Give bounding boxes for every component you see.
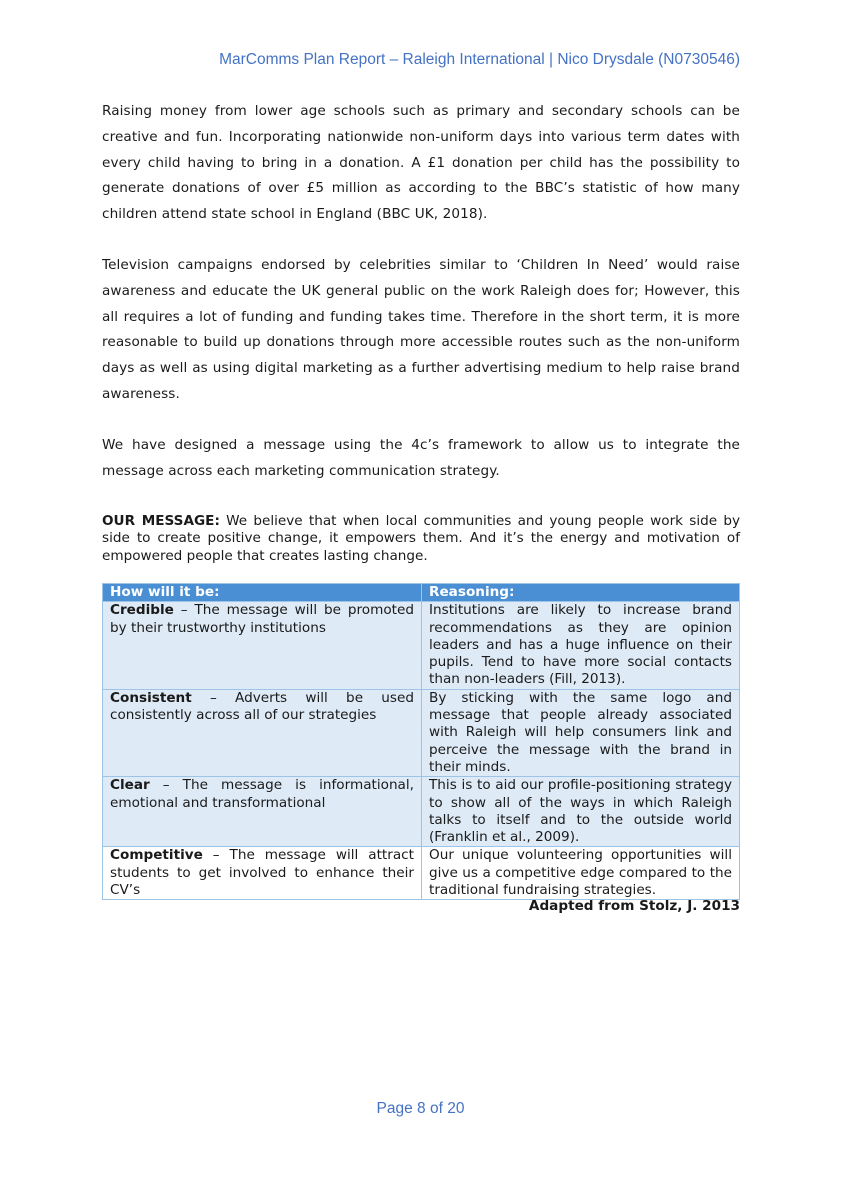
term-description: – The message is informational, emotional and transformational (110, 777, 414, 811)
our-message-label: OUR MESSAGE: (102, 513, 220, 529)
paragraph-television-campaigns: Television campaigns endorsed by celebrities similar to ‘Children In Need’ would raise awareness and educate the UK general public on the work Raleigh does for; However, this all requires a lot of funding and funding takes time. Therefore in the short term, it is more reasonable to build up donations through more accessible routes such as the non-uniform days as well as using digital marketing as a further advertising medium to help raise brand awareness. (102, 257, 740, 402)
column-header-reasoning: Reasoning: (422, 584, 740, 602)
term-consistent: Consistent (110, 689, 192, 706)
term-description: – Adverts will be used consistently across all of our strategies (110, 689, 414, 724)
table-row (103, 777, 740, 847)
term-clear: Clear (110, 777, 150, 794)
table-cell-how (103, 689, 422, 776)
table-cell-how (103, 847, 422, 900)
table-row (103, 847, 740, 900)
table-cell-how (103, 602, 422, 689)
our-message-text: We believe that when local communities and young people work side by side to create positive change, it empowers them. And it’s the energy and motivation of empowered people that creates lasting change. (102, 513, 740, 564)
table-cell-reasoning: This is to aid our profile-positioning strategy to show all of the ways in which Raleigh talks to itself and to the outside world (Franklin et al., 2009). (422, 777, 740, 847)
table-cell-how (103, 777, 422, 847)
term-competitive: Competitive (110, 847, 203, 864)
table-attribution: Adapted from Stolz, J. 2013 (528, 898, 740, 914)
page-number: Page 8 of 20 (376, 1100, 465, 1117)
our-message (102, 513, 740, 565)
paragraph-4cs-framework: We have designed a message using the 4c’s framework to allow us to integrate the message across each marketing communication strategy. (102, 437, 740, 479)
table-cell-reasoning: Our unique volunteering opportunities will give us a competitive edge compared to the traditional fundraising strategies. (422, 847, 740, 900)
4cs-framework-table (102, 583, 740, 900)
paragraph-school-fundraising: Raising money from lower age schools such as primary and secondary schools can be creative and fun. Incorporating nationwide non-uniform days into various term dates with every child having to bring in a donation. A £1 donation per child has the possibility to generate donations of over £5 million as according to the BBC’s statistic of how many children attend state school in England (BBC UK, 2018). (102, 103, 740, 223)
table-row (103, 689, 740, 776)
page-header: MarComms Plan Report – Raleigh International | Nico Drysdale (N0730546) (219, 51, 740, 68)
column-header-how: How will it be: (103, 584, 422, 602)
term-credible: Credible (110, 602, 174, 619)
term-description: – The message will be promoted by their trustworthy institutions (110, 602, 414, 636)
table-header-row (103, 584, 740, 602)
table-row (103, 602, 740, 689)
table-cell-reasoning: Institutions are likely to increase brand recommendations as they are opinion leaders and has a huge influence on their pupils. Tend to have more social contacts than non-leaders (Fill, 2013). (422, 602, 740, 689)
term-description: – The message will attract students to get involved to enhance their CV’s (110, 847, 414, 899)
table-cell-reasoning: By sticking with the same logo and message that people already associated with Raleigh will help consumers link and perceive the message with the brand in their minds. (422, 689, 740, 776)
